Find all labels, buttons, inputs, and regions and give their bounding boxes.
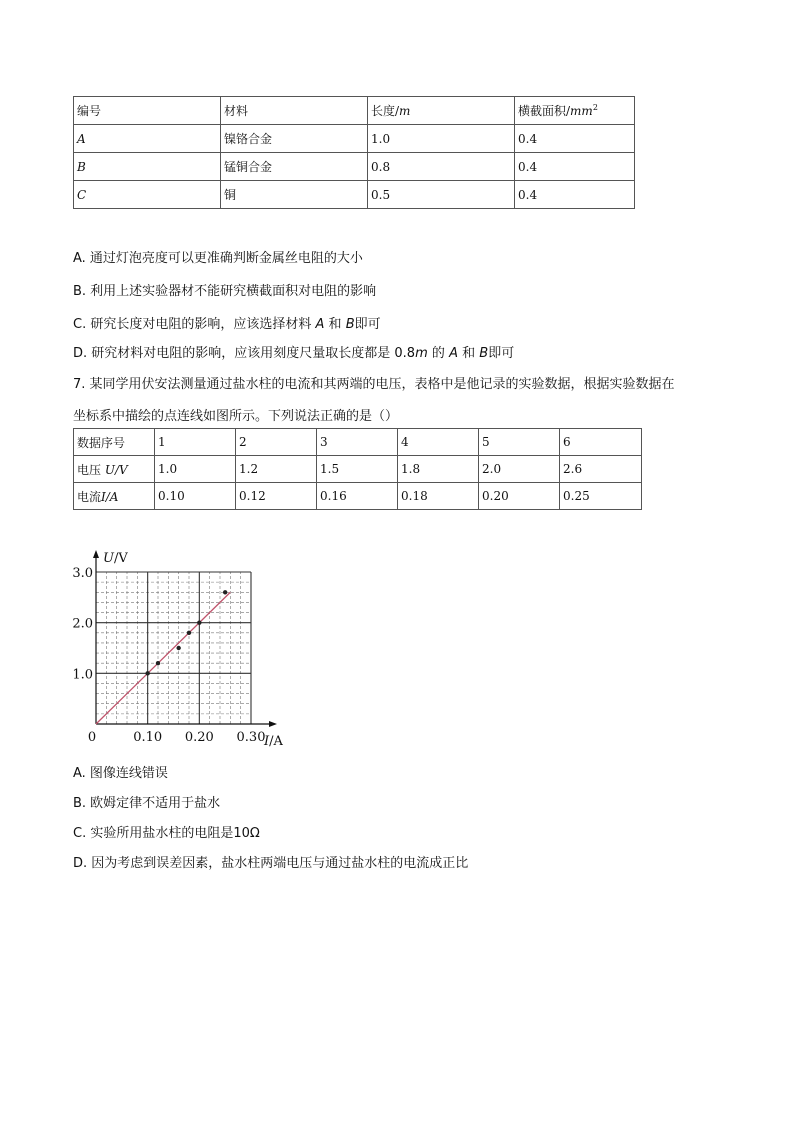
table-cell: 1 [155,429,236,456]
table-cell: 3 [317,429,398,456]
option-text: 和 [462,346,476,361]
data-point [176,646,180,650]
table-cell: 4 [398,429,479,456]
material-label: B [479,346,489,361]
table-cell: 锰铜合金 [221,153,368,181]
unit-label: I/A [101,489,119,504]
table-cell: 0.8 [368,153,515,181]
material-label: B [345,317,355,332]
label-text: 电压 [77,462,102,477]
table-cell: 0.20 [479,483,560,510]
table-cell: 镍铬合金 [221,125,368,153]
table-row [74,153,635,181]
table-cell: 1.8 [398,456,479,483]
table-cell: 0.16 [317,483,398,510]
unit-label: m [415,346,428,361]
q6-option-c [73,313,381,332]
option-text: C. 研究长度对电阻的影响，应该选择材料 [73,317,312,332]
unit-label: U/V [104,462,128,477]
table-cell: 1.2 [236,456,317,483]
data-point [223,590,227,594]
x-axis-label: I/A [264,734,283,749]
label-text: 电流 [77,489,102,504]
measurement-table [73,428,642,510]
data-point [145,671,149,675]
table-cell: 2.6 [560,456,642,483]
header-cell [368,97,515,125]
table-row-index [74,429,642,456]
table-row-voltage [74,456,642,483]
materials-table [73,96,635,209]
option-text: 即可 [354,317,381,332]
option-text: 的 [431,346,445,361]
table-cell: 0.4 [515,181,635,209]
x-tick-label: 0.20 [184,730,214,745]
u-i-graph [70,540,290,755]
q6-option-a: A. 通过灯泡亮度可以更准确判断金属丝电阻的大小 [73,251,363,266]
fit-line [96,592,230,724]
y-axis-arrow [93,550,99,558]
table-cell: 0.10 [155,483,236,510]
header-unit: m [399,104,411,118]
y-tick-label: 2.0 [72,616,93,632]
table-row [74,181,635,209]
table-cell: 1.0 [368,125,515,153]
q7-option-d: D. 因为考虑到误差因素，盐水柱两端电压与通过盐水柱的电流成正比 [73,856,469,871]
header-cell [515,97,635,125]
row-label [74,456,155,483]
table-row [74,125,635,153]
table-cell: 6 [560,429,642,456]
q7-option-c: C. 实验所用盐水柱的电阻是10Ω [73,826,260,841]
material-label: A [315,317,325,332]
material-label: A [449,346,458,361]
q6-option-d [73,342,514,361]
y-tick-label: 1.0 [72,667,93,683]
data-point [197,620,201,624]
table-cell: 铜 [221,181,368,209]
q7-stem-line-1: 7. 某同学用伏安法测量通过盐水柱的电流和其两端的电压，表格中是他记录的实验数据，根据实验数据在 [73,377,675,392]
table-cell: C [74,181,221,209]
fit-line-group [96,592,230,724]
option-text: 即可 [488,346,515,361]
data-point [187,631,191,635]
table-cell: 2.0 [479,456,560,483]
row-label [74,483,155,510]
table-cell: 5 [479,429,560,456]
table-cell: 1.0 [155,456,236,483]
table-cell: A [74,125,221,153]
data-point [156,661,160,665]
header-text: 长度/ [371,104,400,118]
y-tick-label: 3.0 [72,566,93,581]
header-cell: 编号 [74,97,221,125]
header-cell: 材料 [221,97,368,125]
table-cell: 0.4 [515,125,635,153]
table-cell: 0.12 [236,483,317,510]
table-cell: 0.25 [560,483,642,510]
q6-option-b: B. 利用上述实验器材不能研究横截面积对电阻的影响 [73,284,377,299]
table-cell: 1.5 [317,456,398,483]
header-unit: mm [570,104,593,118]
option-text: 和 [328,317,342,332]
q7-stem-line-2: 坐标系中描绘的点连线如图所示。下列说法正确的是（） [73,409,399,424]
y-axis-label: U/V [103,551,128,566]
q7-option-a: A. 图像连线错误 [73,766,168,781]
table-row-current [74,483,642,510]
header-text: 横截面积/ [518,104,571,118]
x-tick-label: 0 [87,730,97,745]
option-text: D. 研究材料对电阻的影响，应该用刻度尺量取长度都是 0.8 [73,346,416,361]
table-cell: 2 [236,429,317,456]
table-cell: 0.18 [398,483,479,510]
q7-option-b: B. 欧姆定律不适用于盐水 [73,796,221,811]
table-cell: B [74,153,221,181]
x-tick-label: 0.30 [236,730,266,745]
table-cell: 0.5 [368,181,515,209]
x-axis-arrow [269,721,277,727]
header-unit-exponent: 2 [592,103,598,112]
row-label: 数据序号 [74,429,155,456]
table-header-row [74,97,635,125]
x-tick-label: 0.10 [133,730,163,745]
table-cell: 0.4 [515,153,635,181]
